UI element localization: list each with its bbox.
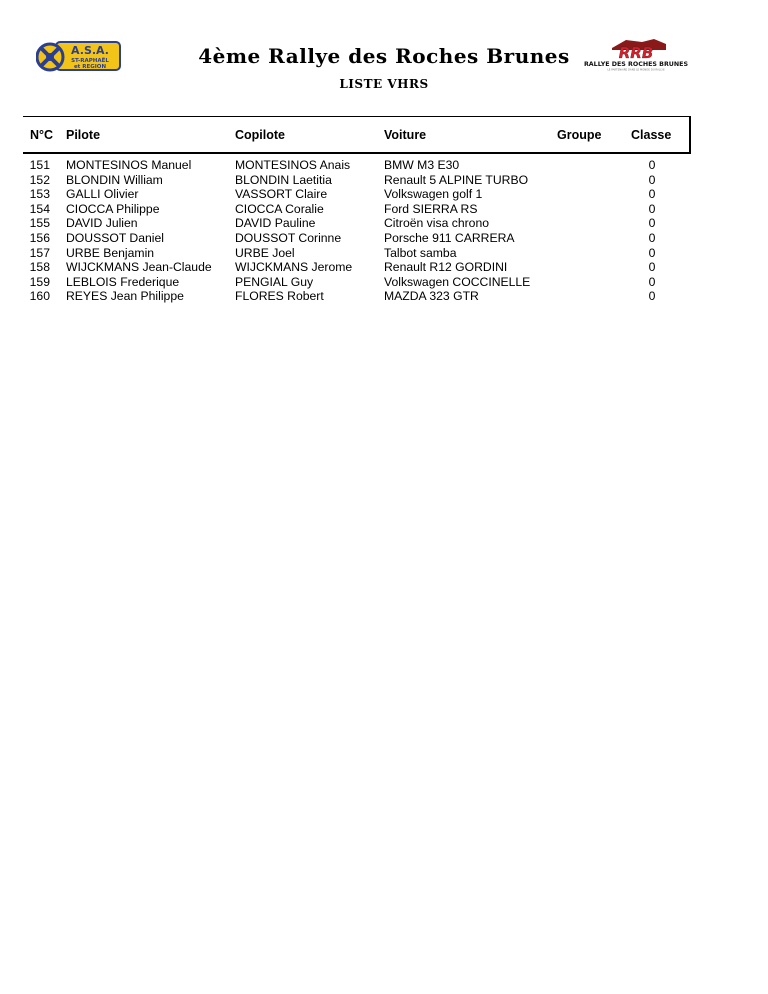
cell-copilote: DAVID Pauline [235, 216, 316, 231]
cell-num: 156 [29, 231, 50, 245]
table-row [23, 231, 691, 246]
col-header-groupe: Groupe [557, 128, 602, 142]
cell-num: 151 [29, 158, 50, 172]
cell-copilote: DOUSSOT Corinne [235, 231, 342, 245]
cell-copilote: CIOCCA Coralie [235, 201, 324, 216]
cell-num: 152 [29, 172, 50, 187]
cell-voiture: Citroën visa chrono [384, 216, 489, 231]
cell-classe: 0 [648, 158, 656, 172]
col-header-pilote: Pilote [66, 128, 101, 142]
cell-classe: 0 [648, 245, 656, 260]
cell-voiture: Ford SIERRA RS [384, 201, 478, 216]
cell-copilote: PENGIAL Guy [235, 274, 314, 289]
cell-pilote: URBE Benjamin [66, 245, 155, 260]
asa-logo-subtext: ST-RAPHAËL [71, 58, 109, 64]
cell-copilote: WIJCKMANS Jerome [235, 260, 353, 275]
cell-num: 154 [29, 201, 50, 216]
cell-pilote: DOUSSOT Daniel [66, 231, 164, 245]
col-header-classe: Classe [631, 128, 672, 142]
cell-voiture: Renault 5 ALPINE TURBO [384, 172, 529, 187]
cell-classe: 0 [648, 216, 656, 231]
cell-num: 155 [29, 216, 50, 231]
table-row [23, 289, 691, 304]
cell-pilote: CIOCCA Philippe [66, 201, 160, 216]
rrb-logo-mark: RRB [618, 44, 654, 62]
asa-logo-region: et REGION [73, 64, 107, 70]
cell-voiture: BMW M3 E30 [384, 158, 460, 172]
cell-classe: 0 [648, 274, 656, 289]
table-row [23, 246, 691, 261]
table-row [23, 173, 691, 188]
rrb-logo-text: RALLYE DES ROCHES BRUNES [583, 61, 689, 68]
cell-num: 157 [29, 245, 50, 260]
table-row [23, 260, 691, 275]
cell-pilote: DAVID Julien [66, 216, 138, 231]
cell-pilote: MONTESINOS Manuel [66, 158, 192, 172]
table-row [23, 187, 691, 202]
cell-voiture: Volkswagen golf 1 [384, 187, 483, 202]
cell-num: 159 [29, 274, 50, 289]
cell-classe: 0 [648, 231, 656, 245]
cell-voiture: MAZDA 323 GTR [384, 289, 479, 304]
col-header-voiture: Voiture [384, 128, 427, 142]
cell-classe: 0 [648, 260, 656, 275]
cell-classe: 0 [648, 289, 656, 304]
asa-logo-text: A.S.A. [71, 44, 109, 57]
cell-classe: 0 [648, 187, 656, 202]
table-row [23, 202, 691, 217]
cell-copilote: FLORES Robert [235, 289, 324, 304]
cell-pilote: BLONDIN William [66, 172, 163, 187]
cell-classe: 0 [648, 172, 656, 187]
rrb-logo-tagline: LE PARTENAIRE DANS LE MONDE DU RALLYE [607, 68, 665, 72]
table-row [23, 275, 691, 290]
page-subtitle: LISTE VHRS [339, 77, 429, 91]
col-header-copilote: Copilote [235, 128, 285, 142]
rrb-logo [582, 36, 690, 72]
cell-copilote: URBE Joel [235, 245, 295, 260]
cell-classe: 0 [648, 201, 656, 216]
cell-voiture: Renault R12 GORDINI [384, 260, 508, 275]
table-header [23, 116, 691, 154]
cell-pilote: WIJCKMANS Jean-Claude [66, 260, 212, 275]
col-header-num: N°C [30, 128, 54, 142]
cell-copilote: VASSORT Claire [235, 187, 328, 202]
cell-num: 153 [29, 187, 50, 202]
cell-voiture: Volkswagen COCCINELLE [384, 274, 531, 289]
table-row [23, 216, 691, 231]
cell-num: 158 [29, 260, 50, 275]
page-title: 4ème Rallye des Roches Brunes [198, 44, 570, 68]
table-row [23, 158, 691, 173]
cell-pilote: REYES Jean Philippe [66, 289, 184, 304]
cell-num: 160 [29, 289, 50, 304]
cell-copilote: BLONDIN Laetitia [235, 172, 332, 187]
cell-voiture: Porsche 911 CARRERA [384, 231, 515, 245]
cell-copilote: MONTESINOS Anais [235, 158, 351, 172]
cell-voiture: Talbot samba [384, 245, 457, 260]
cell-pilote: LEBLOIS Frederique [66, 274, 180, 289]
cell-pilote: GALLI Olivier [66, 187, 139, 202]
